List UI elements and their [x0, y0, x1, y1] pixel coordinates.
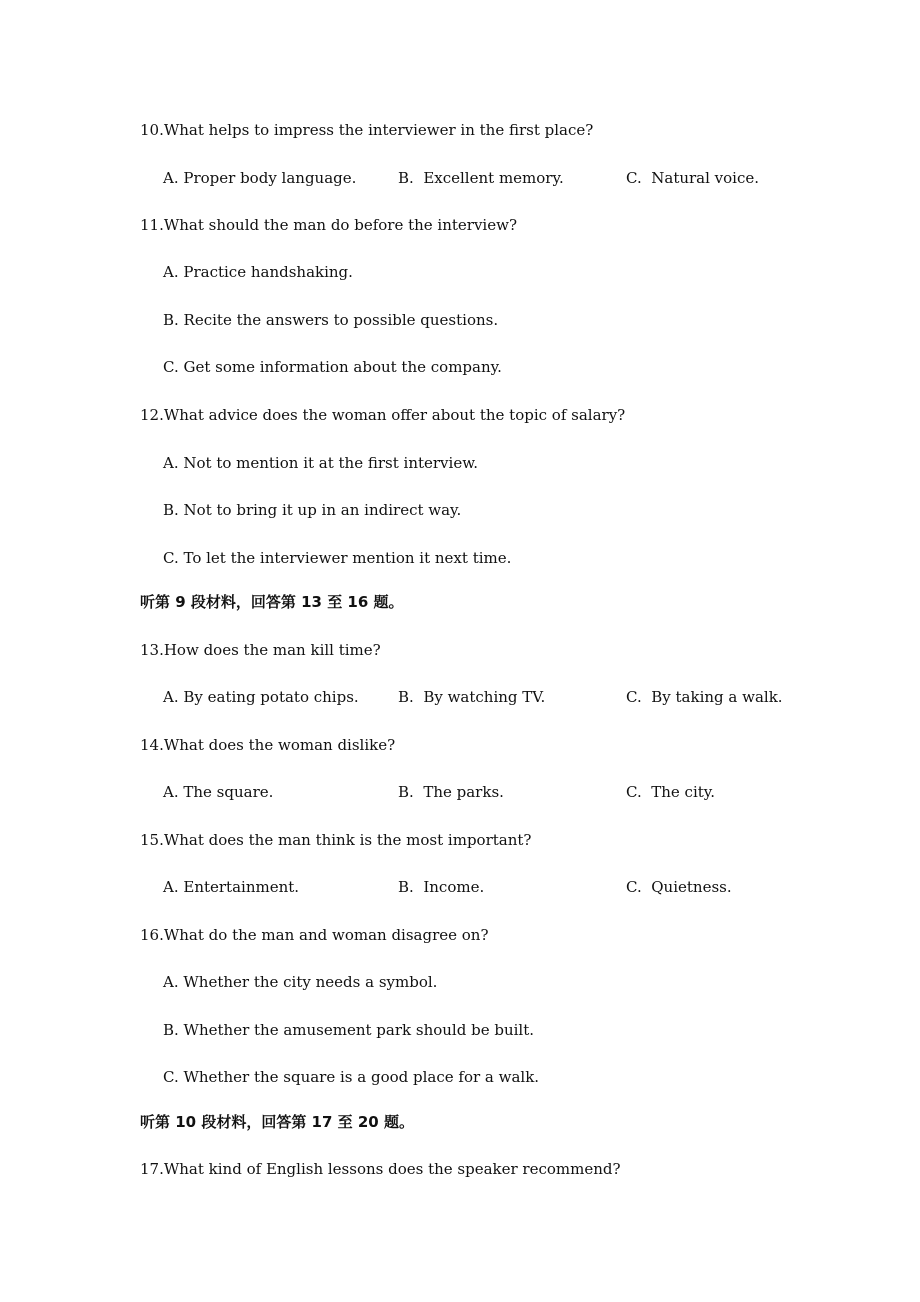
q16-option-a: A. Whether the city needs a symbol.: [163, 973, 438, 991]
section-heading-9: 听第 9 段材料，回答第 13 至 16 题。: [140, 593, 404, 611]
question-17: 17.What kind of English lessons does the speaker recommend?: [140, 1160, 621, 1178]
q14-option-b: B. The parks.: [398, 783, 504, 801]
q13-option-c: C. By taking a walk.: [626, 688, 783, 706]
q13-option-b: B. By watching TV.: [398, 688, 546, 706]
question-14: 14.What does the woman dislike?: [140, 736, 396, 754]
q15-option-a: A. Entertainment.: [163, 878, 300, 896]
section-heading-10: 听第 10 段材料，回答第 17 至 20 题。: [140, 1113, 414, 1131]
question-11: 11.What should the man do before the interview?: [140, 216, 517, 234]
question-15: 15.What does the man think is the most important?: [140, 831, 532, 849]
q15-option-b: B. Income.: [398, 878, 485, 896]
q11-option-b: B. Recite the answers to possible questions.: [163, 311, 499, 329]
q16-option-b: B. Whether the amusement park should be built.: [163, 1021, 535, 1039]
q14-option-a: A. The square.: [163, 783, 274, 801]
question-12: 12.What advice does the woman offer about the topic of salary?: [140, 406, 626, 424]
q11-option-a: A. Practice handshaking.: [163, 263, 353, 281]
question-13: 13.How does the man kill time?: [140, 641, 381, 659]
q11-option-c: C. Get some information about the company.: [163, 358, 502, 376]
q10-option-b: B. Excellent memory.: [398, 169, 564, 187]
q12-option-c: C. To let the interviewer mention it next time.: [163, 549, 512, 567]
q13-option-a: A. By eating potato chips.: [163, 688, 359, 706]
q15-option-c: C. Quietness.: [626, 878, 732, 896]
q16-option-c: C. Whether the square is a good place for a walk.: [163, 1068, 540, 1086]
q14-option-c: C. The city.: [626, 783, 716, 801]
q10-option-c: C. Natural voice.: [626, 169, 760, 187]
question-16: 16.What do the man and woman disagree on?: [140, 926, 489, 944]
q12-option-b: B. Not to bring it up in an indirect way.: [163, 501, 462, 519]
q12-option-a: A. Not to mention it at the first interview.: [163, 454, 479, 472]
q10-option-a: A. Proper body language.: [163, 169, 357, 187]
question-10: 10.What helps to impress the interviewer in the first place?: [140, 121, 594, 139]
